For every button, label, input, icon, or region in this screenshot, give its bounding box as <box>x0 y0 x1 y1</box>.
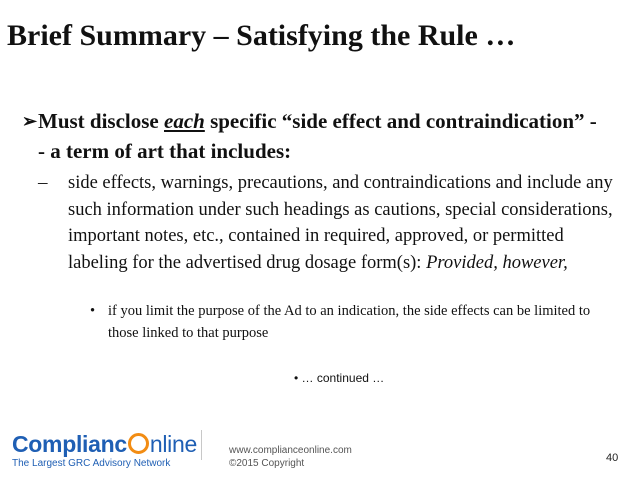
page-number: 40 <box>606 452 619 464</box>
continued-note: • … continued … <box>294 371 385 385</box>
footer-website: www.complianceonline.com <box>229 445 352 456</box>
bullet1-text-pre: Must disclose <box>38 109 164 133</box>
footer-copyright: ©2015 Copyright <box>229 458 305 469</box>
bullet3-text: if you limit the purpose of the Ad to an indication, the side effects can be limited to those linked to that purpose <box>108 303 591 341</box>
bullet2-emphasis: Provided, however, <box>426 252 568 273</box>
sub-sub-bullet-limit-purpose <box>90 300 608 344</box>
logo-tagline: The Largest GRC Advisory Network <box>12 458 171 469</box>
sub-bullet-side-effects <box>38 170 616 276</box>
complianceonline-logo <box>12 431 197 476</box>
dash-bullet-icon: – <box>38 172 48 193</box>
dot-bullet-icon: • <box>90 303 96 319</box>
logo-ring-icon <box>128 433 149 454</box>
slide-title: Brief Summary – Satisfying the Rule … <box>7 19 516 52</box>
footer-divider <box>201 430 202 460</box>
bullet1-emphasis: each <box>164 109 205 133</box>
logo-wordmark-light: nline <box>149 431 197 457</box>
bullet1-text-post: specific “side effect and contraindication” -- a term of art that includes: <box>38 109 597 163</box>
footer-info <box>229 444 352 470</box>
bullet2-text: side effects, warnings, precautions, and contraindications and include any such information under such headings as cautions, special considerations, important notes, etc., contained in required, approved, or permitted labeling for the advertised drug dosage form(s): <box>68 173 613 273</box>
bullet-must-disclose <box>22 106 598 166</box>
arrow-bullet-icon: ➢ <box>22 111 38 131</box>
logo-wordmark <box>12 432 197 456</box>
logo-wordmark-bold: Complianc <box>12 431 127 457</box>
